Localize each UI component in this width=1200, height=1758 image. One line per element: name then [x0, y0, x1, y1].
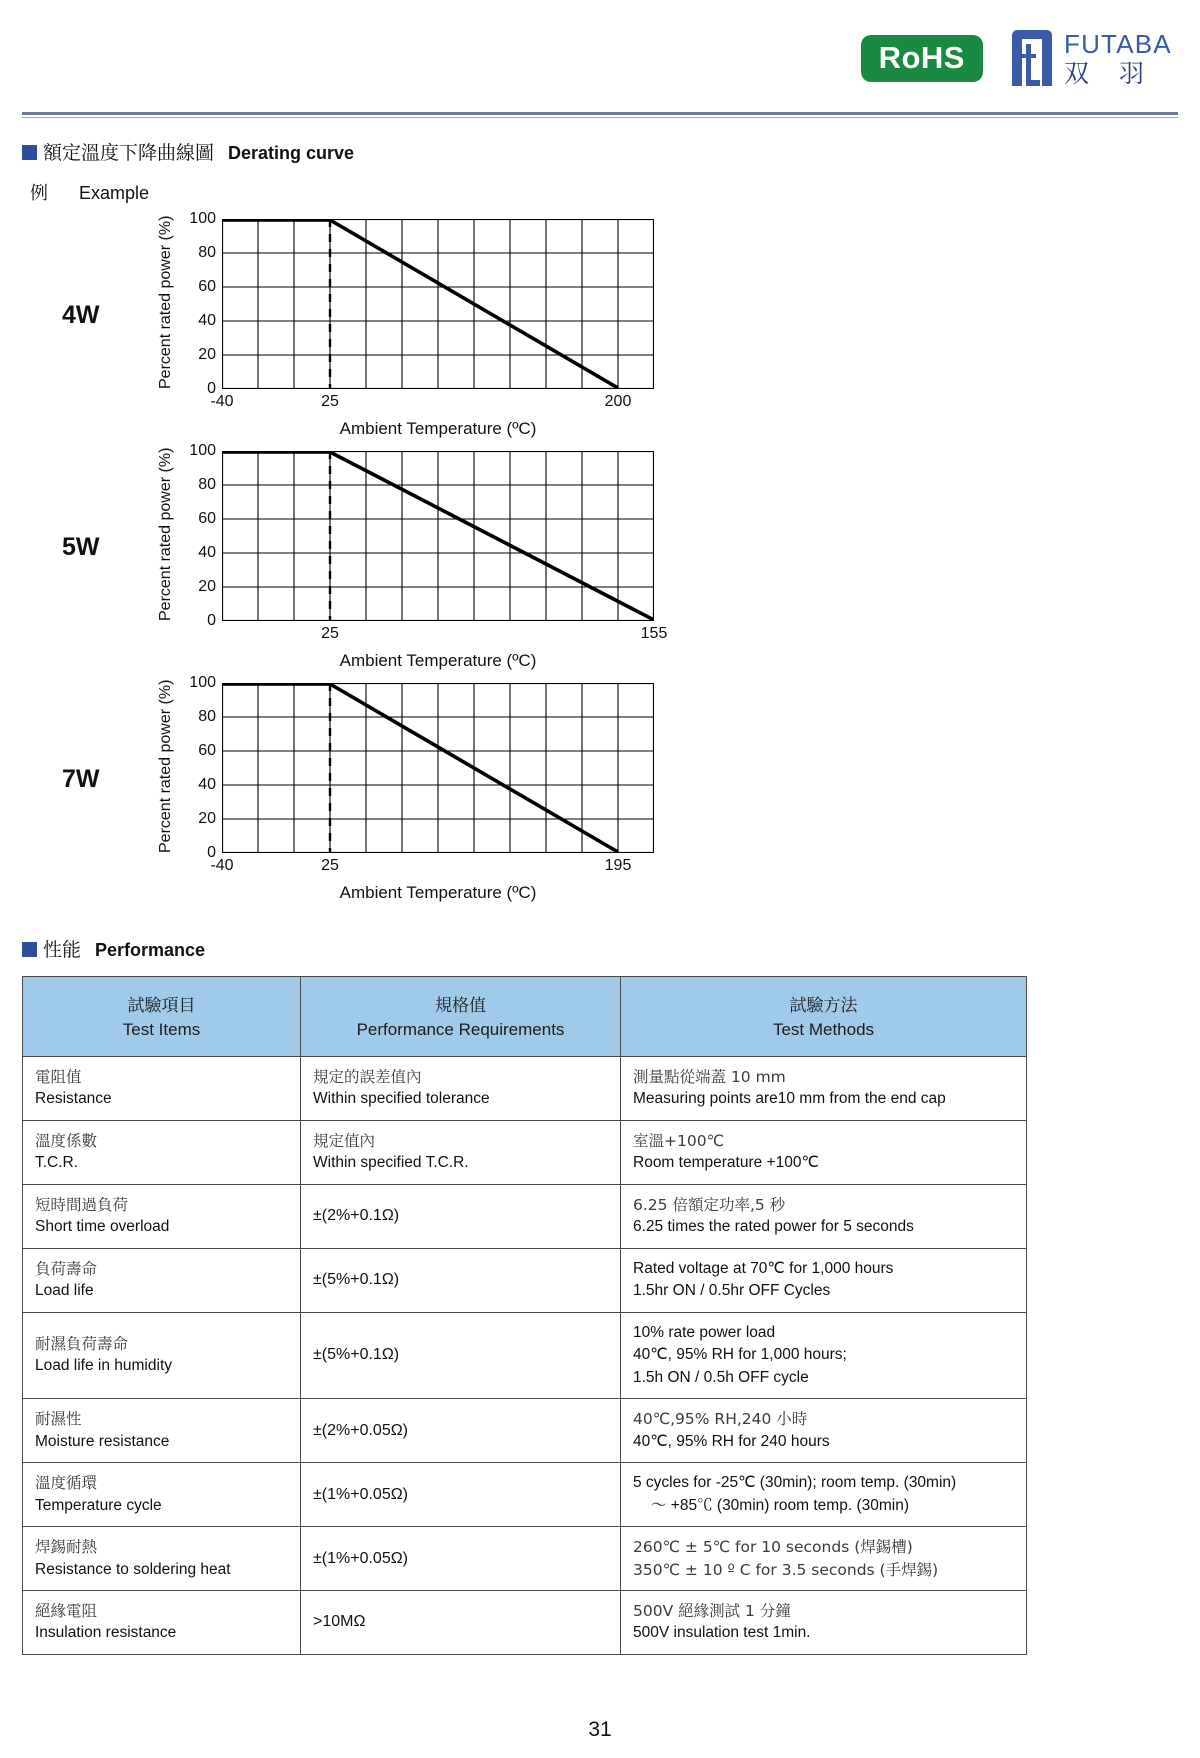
- req-value: ±(2%+0.05Ω): [313, 1421, 409, 1439]
- table-row: [23, 1590, 1027, 1654]
- derating-title-cn: 額定溫度下降曲線圖: [43, 142, 215, 164]
- derating-title-en: Derating curve: [228, 143, 355, 163]
- method-line: 500V 絕緣測試 1 分鐘: [633, 1601, 791, 1620]
- req-value: ±(5%+0.1Ω): [313, 1346, 400, 1364]
- chart-block-4w: [22, 210, 1178, 445]
- method-line: 40℃, 95% RH for 1,000 hours;: [633, 1346, 847, 1364]
- chart-block-5w: [22, 442, 1178, 677]
- method-line: 350℃ ± 10 º C for 3.5 seconds (手焊錫): [633, 1560, 939, 1579]
- derating-section-title: [22, 138, 1178, 165]
- method-line: 測量點從端蓋 10 mm: [633, 1068, 786, 1086]
- item-cn: 電阻值: [35, 1068, 82, 1086]
- y-tick: 60: [198, 510, 216, 527]
- method-line: 40℃,95% RH,240 小時: [633, 1410, 808, 1429]
- table-row: [23, 1463, 1027, 1527]
- table-row: [23, 1399, 1027, 1463]
- x-tick: -40: [210, 393, 234, 410]
- cell-requirement: [301, 1463, 621, 1527]
- item-en: Moisture resistance: [35, 1432, 170, 1450]
- req-value: >10MΩ: [313, 1613, 366, 1631]
- y-axis-label-7w: Percent rated power (%): [157, 679, 174, 853]
- cell-test-item: [23, 1527, 301, 1591]
- item-cn: 耐濕負荷壽命: [35, 1334, 129, 1353]
- futaba-en-text: FUTABA: [1063, 28, 1172, 59]
- item-cn: 負荷壽命: [35, 1259, 98, 1278]
- y-tick: 100: [189, 674, 216, 691]
- req-value: ±(1%+0.05Ω): [313, 1549, 409, 1567]
- y-tick: 0: [207, 844, 216, 861]
- performance-section-title: [22, 935, 1178, 962]
- futaba-wordmark: [1063, 28, 1174, 88]
- column-header-en: Test Items: [122, 1020, 201, 1039]
- chart-block-7w: [22, 674, 1178, 909]
- method-line: Measuring points are10 mm from the end cap: [633, 1090, 946, 1108]
- x-tick: -40: [210, 857, 234, 874]
- cell-requirement: [301, 1184, 621, 1248]
- y-axis-label-4w: Percent rated power (%): [157, 215, 174, 389]
- method-line: 10% rate power load: [633, 1323, 776, 1341]
- x-axis-ticks-4w: [210, 393, 654, 415]
- req-cn: 規定值內: [313, 1131, 376, 1150]
- method-line: 40℃, 95% RH for 240 hours: [633, 1432, 830, 1450]
- cell-test-method: [621, 1057, 1027, 1121]
- item-en: Short time overload: [35, 1218, 170, 1236]
- column-header-cn: 試驗方法: [789, 996, 858, 1016]
- req-value: ±(2%+0.1Ω): [313, 1207, 400, 1225]
- y-tick: 100: [189, 210, 216, 227]
- table-header-row: [23, 977, 1027, 1057]
- y-axis-ticks-5w: [180, 442, 216, 629]
- y-axis-label-5w: Percent rated power (%): [157, 447, 174, 621]
- cell-requirement: [301, 1527, 621, 1591]
- futaba-mark-icon: [1009, 28, 1055, 88]
- method-line: 6.25 倍額定功率,5 秒: [633, 1195, 786, 1214]
- chart-plot-5w: [222, 451, 654, 621]
- cell-test-method: [621, 1463, 1027, 1527]
- column-header-en: Performance Requirements: [356, 1020, 565, 1039]
- y-tick: 100: [189, 442, 216, 459]
- column-header-cn: 規格值: [435, 996, 486, 1016]
- table-row: [23, 1248, 1027, 1312]
- item-cn: 溫度係數: [35, 1131, 98, 1150]
- item-cn: 溫度循環: [35, 1474, 98, 1493]
- example-label: [30, 179, 1178, 205]
- column-header-requirements: [301, 977, 621, 1057]
- method-line: 6.25 times the rated power for 5 seconds: [633, 1218, 914, 1236]
- rohs-badge: RoHS: [861, 35, 983, 82]
- chart-wattage-label-4w: 4W: [62, 301, 100, 329]
- y-tick: 40: [198, 776, 216, 793]
- x-tick: 200: [604, 393, 632, 410]
- cell-test-item: [23, 1590, 301, 1654]
- x-tick: 25: [321, 393, 339, 410]
- x-tick: 25: [321, 625, 339, 642]
- chart-wattage-label-7w: 7W: [62, 765, 100, 793]
- x-tick: 195: [604, 857, 632, 874]
- method-line: 260℃ ± 5℃ for 10 seconds (焊錫槽): [633, 1538, 913, 1557]
- cell-requirement: [301, 1399, 621, 1463]
- column-header-cn: 試驗項目: [127, 996, 196, 1016]
- y-tick: 20: [198, 346, 216, 363]
- item-cn: 短時間過負荷: [35, 1195, 129, 1214]
- item-en: Load life in humidity: [35, 1357, 172, 1375]
- bullet-square-icon: [22, 942, 37, 957]
- x-axis-title-7w: Ambient Temperature (ºC): [339, 883, 537, 902]
- req-value: ±(5%+0.1Ω): [313, 1271, 400, 1289]
- method-line: Rated voltage at 70℃ for 1,000 hours: [633, 1259, 894, 1277]
- item-cn: 耐濕性: [35, 1410, 82, 1429]
- cell-test-item: [23, 1057, 301, 1121]
- method-line: ～ +85℃ (30min) room temp. (30min): [651, 1496, 909, 1514]
- cell-test-method: [621, 1590, 1027, 1654]
- example-label-cn: 例: [30, 183, 48, 204]
- y-tick: 80: [198, 244, 216, 261]
- y-tick: 80: [198, 476, 216, 493]
- y-tick: 60: [198, 742, 216, 759]
- column-header-en: Test Methods: [772, 1020, 875, 1039]
- x-axis-ticks-7w: [210, 857, 654, 879]
- item-en: Insulation resistance: [35, 1624, 177, 1642]
- x-tick: 155: [640, 625, 668, 642]
- column-header-test-methods: [621, 977, 1027, 1057]
- item-cn: 焊錫耐熱: [35, 1538, 98, 1557]
- bullet-square-icon: [22, 145, 37, 160]
- cell-test-method: [621, 1184, 1027, 1248]
- cell-test-item: [23, 1120, 301, 1184]
- futaba-logo: [1009, 28, 1174, 88]
- method-line: Room temperature +100℃: [633, 1154, 819, 1172]
- futaba-cn-text: 双羽: [1063, 58, 1174, 88]
- cell-test-method: [621, 1312, 1027, 1398]
- item-en: Resistance to soldering heat: [35, 1560, 231, 1578]
- column-header-test-items: [23, 977, 301, 1057]
- cell-test-item: [23, 1399, 301, 1463]
- page-header: [22, 0, 1178, 112]
- y-tick: 80: [198, 708, 216, 725]
- req-en: Within specified T.C.R.: [313, 1154, 469, 1172]
- x-axis-title-5w: Ambient Temperature (ºC): [339, 651, 537, 670]
- cell-test-method: [621, 1399, 1027, 1463]
- cell-test-method: [621, 1248, 1027, 1312]
- performance-title-en: Performance: [95, 940, 206, 960]
- table-row: [23, 1120, 1027, 1184]
- performance-title-cn: 性能: [43, 939, 82, 961]
- table-row: [23, 1527, 1027, 1591]
- item-en: T.C.R.: [35, 1154, 79, 1172]
- y-tick: 0: [207, 612, 216, 629]
- chart-plot-7w: [222, 683, 654, 853]
- item-en: Resistance: [35, 1090, 112, 1108]
- y-tick: 40: [198, 544, 216, 561]
- y-tick: 40: [198, 312, 216, 329]
- req-cn: 規定的誤差值內: [313, 1068, 422, 1086]
- cell-test-item: [23, 1463, 301, 1527]
- x-axis-title-4w: Ambient Temperature (ºC): [339, 419, 537, 438]
- y-tick: 20: [198, 578, 216, 595]
- table-row: [23, 1057, 1027, 1121]
- table-row: [23, 1312, 1027, 1398]
- y-tick: 0: [207, 380, 216, 397]
- method-line: 1.5h ON / 0.5h OFF cycle: [633, 1368, 809, 1386]
- req-value: ±(1%+0.05Ω): [313, 1485, 409, 1503]
- method-line: 1.5hr ON / 0.5hr OFF Cycles: [633, 1282, 831, 1300]
- cell-test-item: [23, 1312, 301, 1398]
- chart-plot-4w: [222, 219, 654, 389]
- cell-test-method: [621, 1120, 1027, 1184]
- cell-requirement: [301, 1590, 621, 1654]
- cell-requirement: [301, 1312, 621, 1398]
- example-label-en: Example: [79, 183, 150, 203]
- chart-wattage-label-5w: 5W: [62, 533, 100, 561]
- performance-table: [22, 976, 1027, 1655]
- y-tick: 60: [198, 278, 216, 295]
- cell-test-item: [23, 1248, 301, 1312]
- page-number: 31: [588, 1718, 612, 1741]
- y-axis-ticks-4w: [180, 210, 216, 397]
- method-line: 室溫+100℃: [633, 1131, 724, 1150]
- x-axis-ticks-5w: [222, 625, 668, 647]
- table-row: [23, 1184, 1027, 1248]
- header-divider: [22, 112, 1178, 118]
- item-en: Load life: [35, 1282, 94, 1300]
- item-en: Temperature cycle: [35, 1496, 162, 1514]
- method-line: 500V insulation test 1min.: [633, 1624, 811, 1642]
- cell-requirement: [301, 1248, 621, 1312]
- cell-requirement: [301, 1057, 621, 1121]
- y-tick: 20: [198, 810, 216, 827]
- logo-strip: [861, 28, 1174, 88]
- method-line: 5 cycles for -25℃ (30min); room temp. (30min): [633, 1474, 957, 1492]
- cell-test-method: [621, 1527, 1027, 1591]
- req-en: Within specified tolerance: [313, 1090, 490, 1108]
- item-cn: 絕緣電阻: [35, 1601, 98, 1620]
- cell-test-item: [23, 1184, 301, 1248]
- x-tick: 25: [321, 857, 339, 874]
- y-axis-ticks-7w: [180, 674, 216, 861]
- cell-requirement: [301, 1120, 621, 1184]
